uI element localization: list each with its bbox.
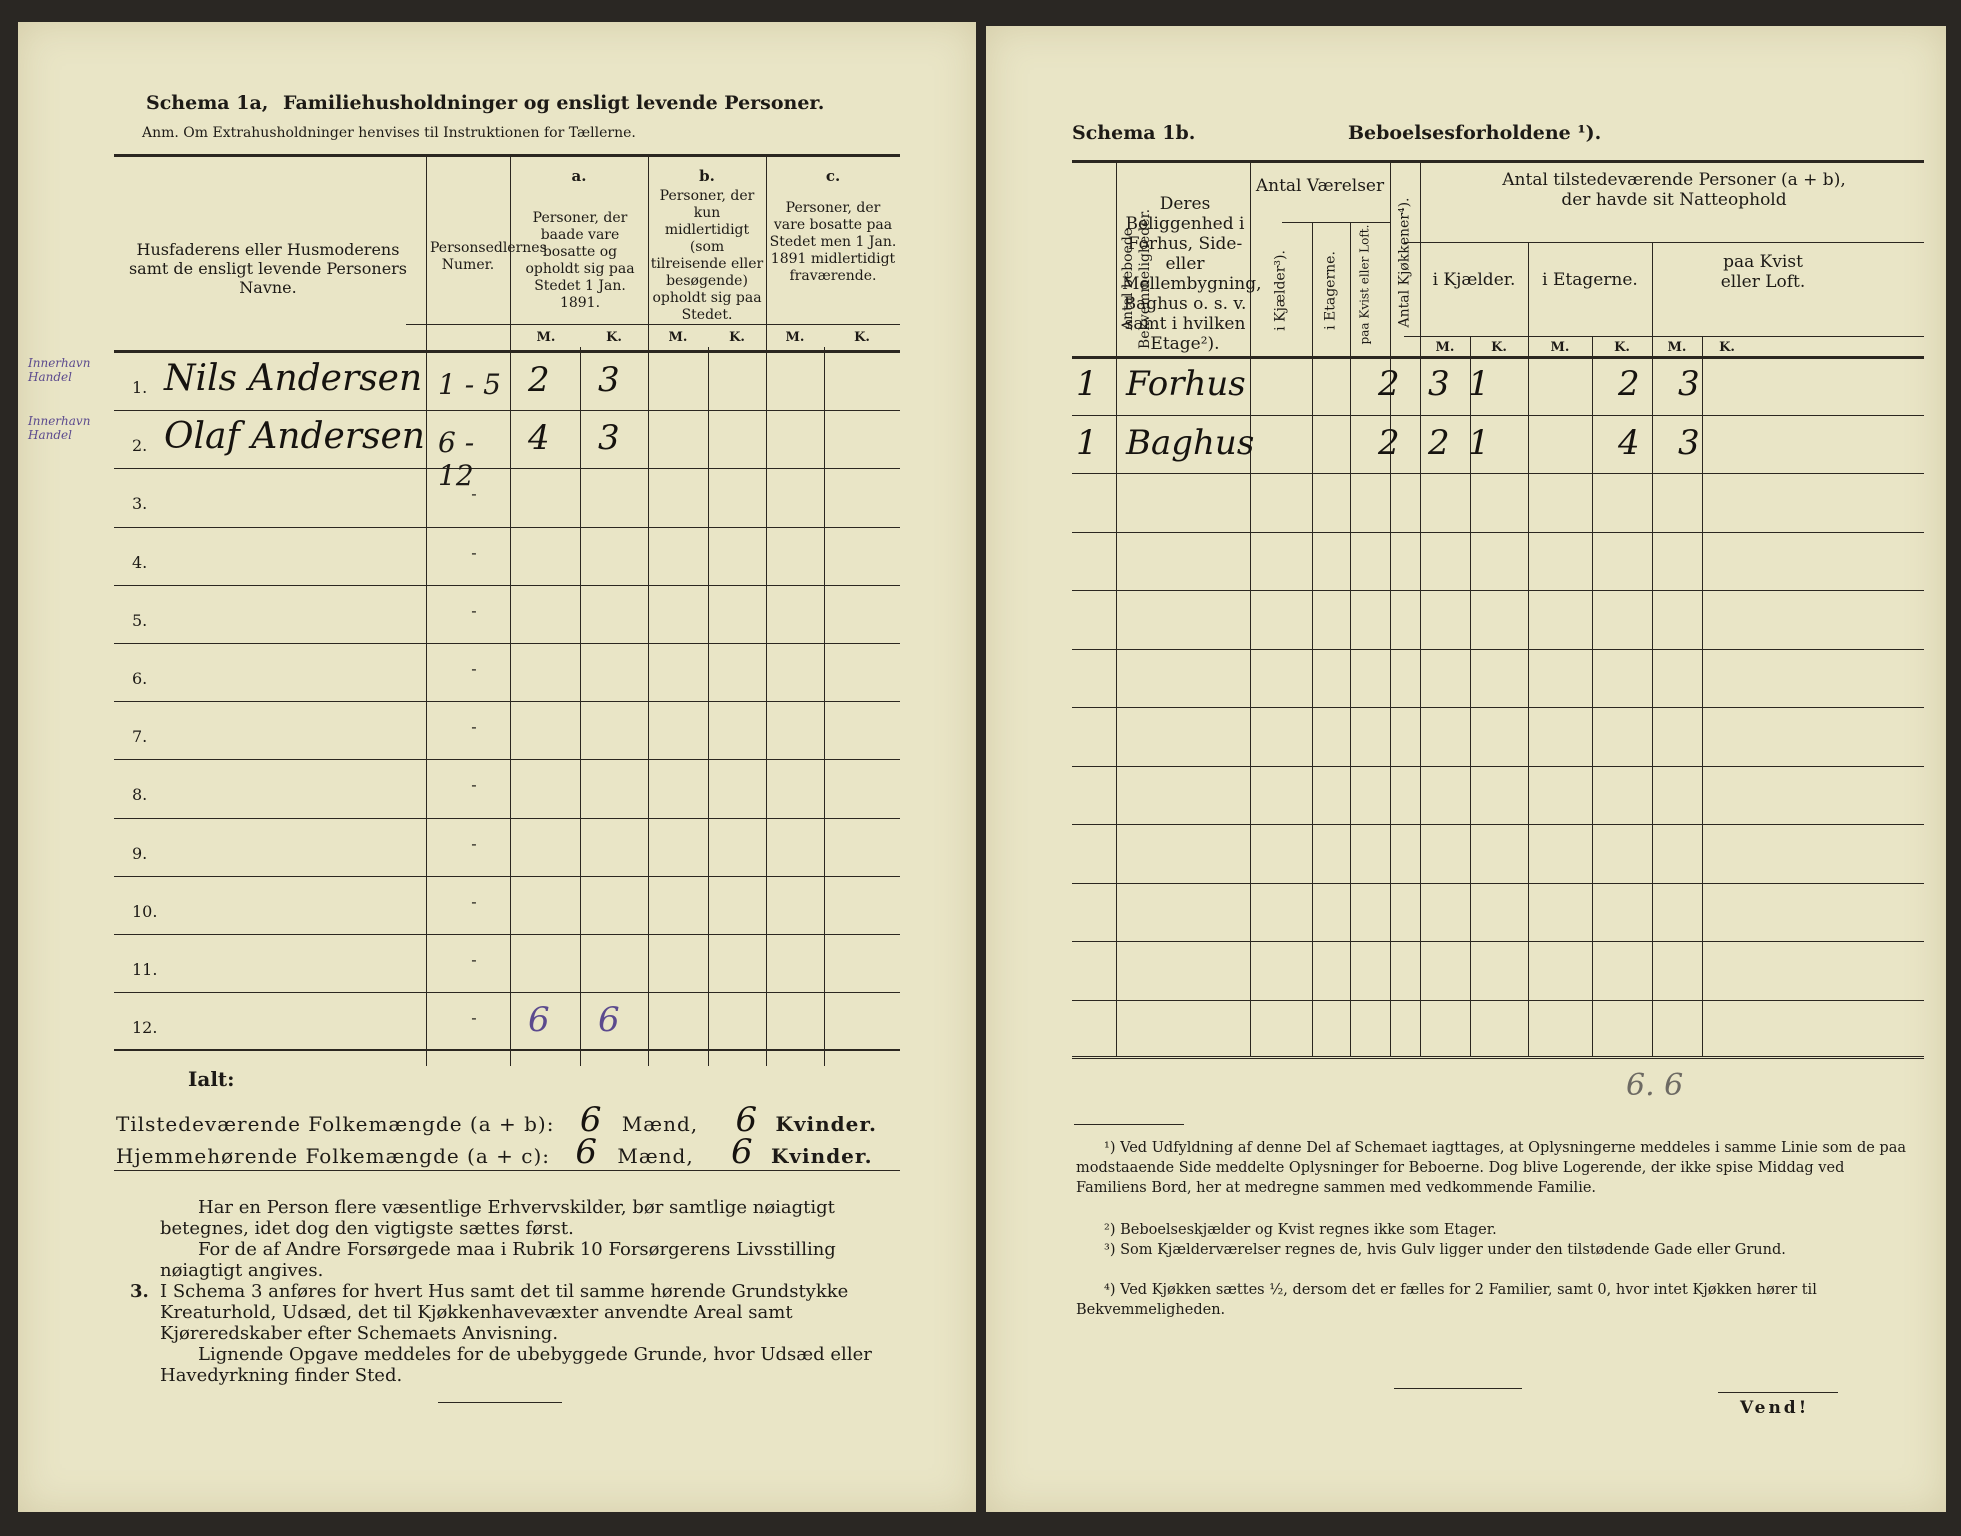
personsedler-number: - [471, 833, 477, 853]
row-line [114, 876, 900, 877]
row-name: Nils Andersen [164, 358, 423, 399]
a-k-value: 3 [598, 418, 620, 459]
right-row-kjokken: 1 [1468, 422, 1490, 463]
instr-p1: Har en Person flere væsentlige Erhvervskilder, bør samtlige nøiagtigt betegnes, idet dog den vigtigste sættes først. [160, 1197, 835, 1239]
personsedler-number: 1 - 5 [438, 368, 501, 401]
i-etagerne-header: i Etagerne. [1542, 270, 1638, 290]
schema-1b-subtitle: Beboelsesforholdene ¹). [1348, 122, 1602, 144]
personsedler-number: - [471, 542, 477, 562]
row-line [1072, 473, 1924, 474]
footnote-1: ¹) Ved Udfyldning af denne Del af Schemaet iagttages, at Oplysningerne meddeles i samme Linie som de paa modstaaende Side meddelte Oplysninger for Beboerne. Dog blive Logerende, der ikke spise Middag ved Familiens Bord, her at medregne sammen med vedkommende Familie. [1076, 1140, 1907, 1196]
right-row-kjokken: 1 [1468, 364, 1490, 404]
schema-1a-title [146, 92, 824, 114]
antal-vaerelser-header: Antal Værelser [1255, 176, 1385, 196]
left-page [18, 22, 976, 1512]
a-k-label: K. [606, 330, 622, 345]
maend-label-2: Mænd, [617, 1144, 694, 1168]
kvinder-label: Kvinder. [775, 1112, 878, 1136]
personsedler-number: - [471, 1008, 477, 1028]
instr-p3: I Schema 3 anføres for hvert Hus samt det til samme hørende Grundstykke Kreaturhold, Udsæd, det til Kjøkkenhavevæxter anvendte Areal samt Kjøreredskaber efter Schemaets Anvisning. [160, 1281, 849, 1344]
c-m-label: M. [785, 330, 805, 345]
col-a-header: Personer, der baade vare bosatte og opholdt sig paa Stedet 1 Jan. 1891. [525, 210, 635, 311]
margin-note: Innerhavn Handel [28, 414, 91, 443]
row-number: 11. [132, 960, 158, 979]
footnote-4: ⁴) Ved Kjøkken sættes ½, dersom det er fælles for 2 Familier, samt 0, hvor intet Kjøkken hører til Bekvemmeligheden. [1076, 1282, 1817, 1318]
row-number: 3. [132, 494, 148, 514]
maend-label: Mænd, [621, 1112, 699, 1136]
row-line [114, 410, 900, 411]
row-line [114, 585, 900, 586]
etagerne-header: i Etagerne. [1322, 251, 1339, 330]
right-row-antal: 1 [1076, 422, 1098, 463]
a-m-value: 4 [528, 418, 550, 459]
row-line [1072, 590, 1924, 591]
row-number: 4. [132, 552, 148, 572]
instr-p4: Lignende Opgave meddeles for de ubebyggede Grunde, hvor Udsæd eller Havedyrkning finder Sted. [160, 1344, 872, 1386]
row-number: 8. [132, 785, 148, 805]
kv-k-label: K. [1719, 340, 1735, 355]
tilstede-label: Tilstedeværende Folkemængde (a + b): [116, 1112, 555, 1136]
names-column-header: Husfaderens eller Husmoderens samt de ensligt levende Personers Navne. [128, 240, 408, 297]
right-row-etagerne: 2 [1378, 422, 1400, 463]
row-line [114, 643, 900, 644]
right-row-et_m: 2 [1618, 364, 1640, 404]
kj-k-label: K. [1491, 340, 1507, 355]
personsedler-number: - [471, 950, 477, 969]
row-name: Olaf Andersen [164, 416, 425, 458]
row-number: 1. [132, 378, 148, 397]
row-line [1072, 649, 1924, 650]
beliggenhed-header: Deres Beliggenhed i Forhus, Side- eller Mellembygning, Baghus o. s. v. samt i hvilken Etage²). [1122, 194, 1262, 354]
margin-note: Innerhavn Handel [28, 356, 91, 384]
footnote-3: ³) Som Kjælderværelser regnes de, hvis Gulv ligger under den tilstødende Gade eller Grund. [1104, 1242, 1786, 1258]
hjemme-line [116, 1132, 873, 1172]
personsedler-number: - [471, 717, 477, 737]
a-m-value: 2 [528, 360, 550, 400]
right-row-kvist: 2 [1428, 422, 1450, 463]
right-row-et_m: 4 [1618, 422, 1640, 463]
kv-m-label: M. [1667, 340, 1687, 355]
row-line [1072, 883, 1924, 884]
instr-p2: For de af Andre Forsørgede maa i Rubrik 10 Forsørgerens Livsstilling nøiagtigt angives. [160, 1239, 836, 1281]
i-kjaelder-header: i Kjælder. [1432, 270, 1516, 290]
row-line [1072, 766, 1924, 767]
row-line [1072, 532, 1924, 533]
kvist-header: paa Kvist eller Loft. [1357, 224, 1372, 345]
c-k-label: K. [854, 330, 870, 345]
col-b-header: Personer, der kun midlertidigt (som tilreisende eller besøgende) opholdt sig paa Stedet. [650, 188, 764, 323]
kj-m-label: M. [1435, 340, 1455, 355]
vend-label: Vend! [1740, 1398, 1810, 1418]
personsedler-number: 6 - 12 [438, 426, 475, 493]
row-number: 5. [132, 610, 148, 630]
tilstede-k-value: 6 [735, 1100, 759, 1140]
row-line [114, 759, 900, 760]
row-line [1072, 1058, 1924, 1059]
row-number: 10. [132, 901, 158, 921]
right-row-kvist: 3 [1428, 364, 1450, 404]
personsedler-number: - [471, 659, 477, 678]
a-m-label: M. [536, 330, 556, 345]
et-m-label: M. [1550, 340, 1570, 355]
b-m-label: M. [668, 330, 688, 345]
right-row-beliggenhed: Baghus [1126, 422, 1255, 463]
right-row-et_k: 3 [1678, 422, 1700, 463]
a-k-value: 6 [598, 1000, 620, 1041]
right-page [986, 26, 1946, 1512]
col-c-letter: c. [825, 167, 841, 185]
row-number: 7. [132, 727, 148, 747]
schema-1b-title: Schema 1b. [1072, 122, 1196, 144]
row-number: 6. [132, 669, 148, 688]
personsedler-number: - [471, 775, 477, 795]
row-number: 2. [132, 436, 148, 456]
row-line [114, 701, 900, 702]
col-c-header: Personer, der vare bosatte paa Stedet men 1 Jan. 1891 midlertidigt fraværende. [769, 200, 897, 284]
a-k-value: 3 [598, 360, 620, 400]
row-number: 12. [132, 1018, 158, 1038]
row-line [1072, 707, 1924, 708]
row-line [114, 992, 900, 993]
kjokkener-header: Antal Kjøkkener⁴). [1396, 197, 1413, 328]
right-row-antal: 1 [1076, 364, 1098, 404]
anm-note: Anm. Om Extrahusholdninger henvises til Instruktionen for Tællerne. [142, 125, 636, 141]
b-k-label: K. [729, 330, 745, 345]
instr-p3-num: 3. [130, 1281, 149, 1302]
personsedler-number: - [471, 484, 477, 504]
right-row-etagerne: 2 [1378, 364, 1400, 404]
row-line [114, 527, 900, 528]
schema-subtitle: Familiehusholdninger og ensligt levende Personer. [283, 92, 825, 114]
right-row-et_k: 3 [1678, 364, 1700, 404]
row-line [114, 934, 900, 935]
tilstede-m-value: 6 [579, 1100, 603, 1140]
personsedler-number: - [471, 600, 477, 620]
ialt-label: Ialt: [188, 1067, 235, 1091]
row-line [1072, 824, 1924, 825]
row-line [114, 818, 900, 819]
row-line [1072, 941, 1924, 942]
antal-bekv-header: Antal beboede Bekvemmeligheder. [1120, 208, 1153, 350]
schema-title: Schema 1a, [146, 92, 269, 114]
total-note: 6. 6 [1626, 1068, 1684, 1103]
et-k-label: K. [1614, 340, 1630, 355]
row-line [114, 1050, 900, 1051]
hjemme-m-value: 6 [575, 1132, 598, 1172]
hjemme-k-value: 6 [731, 1132, 754, 1172]
hjemme-label: Hjemmehørende Folkemængde (a + c): [116, 1144, 550, 1168]
row-line [1072, 415, 1924, 416]
a-m-value: 6 [528, 1000, 550, 1041]
personsedler-header: Personsedlernes Numer. [430, 240, 547, 273]
personsedler-number: - [471, 891, 477, 911]
right-row-beliggenhed: Forhus [1126, 364, 1246, 404]
tilstede-header: Antal tilstedeværende Personer (a + b), der havde sit Natteophold [1502, 170, 1846, 210]
paa-kvist-header: paa Kvist eller Loft. [1720, 252, 1806, 292]
footnote-2: ²) Beboelseskjælder og Kvist regnes ikke som Etager. [1104, 1222, 1497, 1238]
row-line [1072, 1000, 1924, 1001]
kjaelder-header: i Kjælder³). [1272, 250, 1289, 331]
col-a-letter: a. [571, 167, 587, 185]
kvinder-label-2: Kvinder. [771, 1144, 873, 1168]
row-number: 9. [132, 843, 148, 863]
col-b-letter: b. [699, 167, 715, 185]
